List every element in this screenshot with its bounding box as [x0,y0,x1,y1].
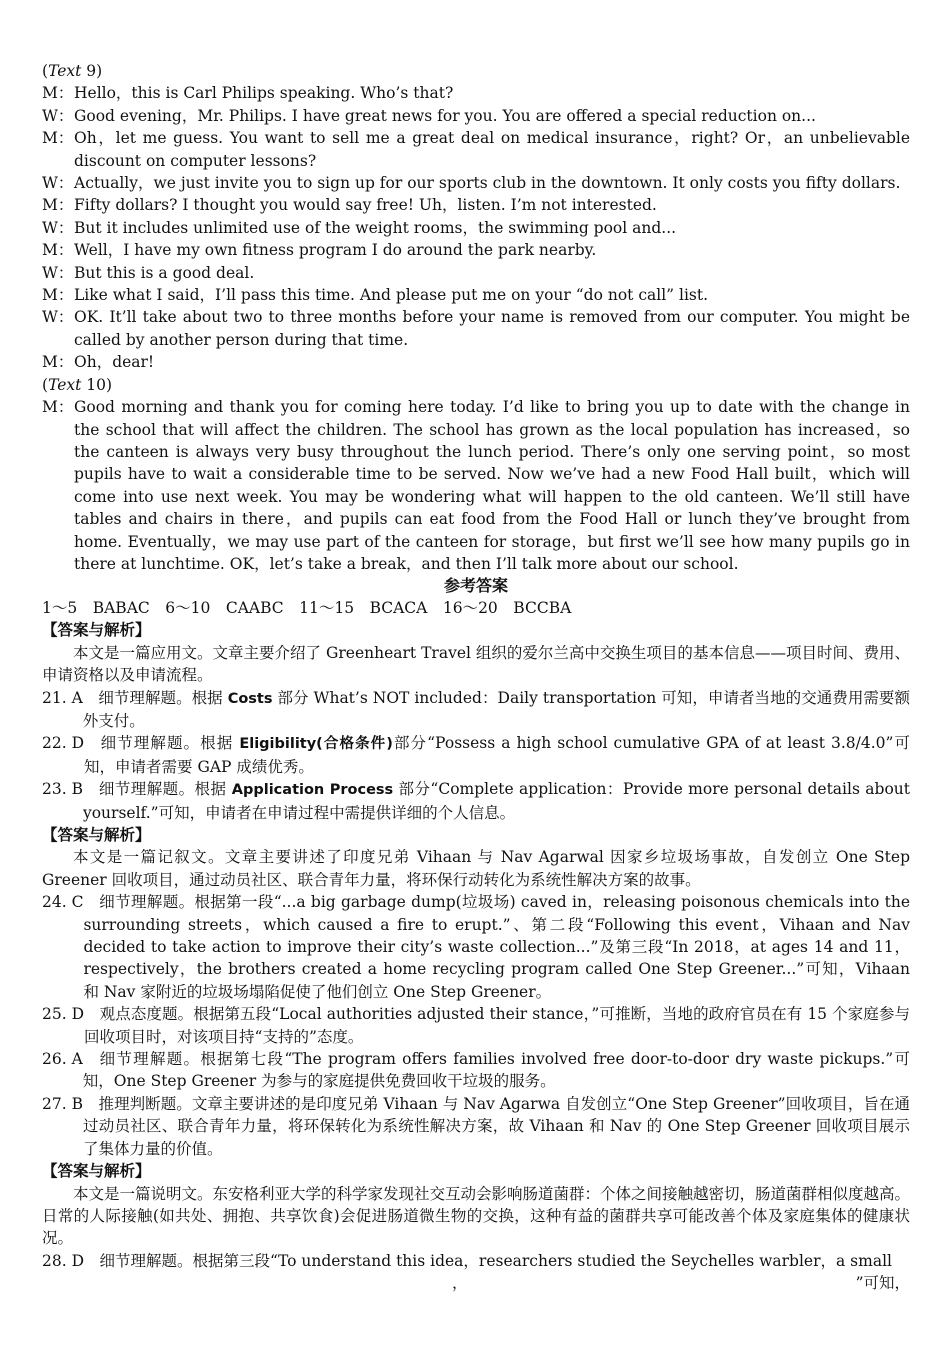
question-number: 22. D [42,734,85,753]
text10-monologue [42,396,910,575]
explanation-text: 根据第一段“...a big garbage dump(垃圾场) caved in，releasing poisonous chemicals into the surrounding streets，which caused a fire to erupt.”、第二段“Following this event，Vihaan and Nav decided to take action to improve their city’s waste collection...”及第三段“In 2018，at ages 14 and 11，respectively，the brothers created a home recycling program called One Step Greener...”可知，Vihaan 和 Nav 家附近的垃圾场塌陷促使了他们创立 One Step Greener。 [83,893,910,1001]
analysis-header: 【答案与解析】 [42,825,151,844]
question-type: 细节理解题。根据 [82,688,228,707]
speech-text: Good morning and thank you for coming here today. I’d like to bring you up to date with the change in the school that will affect the children. The school has grown as the local population has increased，so the canteen is always very busy throughout the lunch period. There’s only one serving point，so most pupils have to wait a considerable time to be served. Now we’ve had a new Food Hall built，which will come into use next week. You may be wondering what will happen to the old canteen. We’ll still have tables and chairs in there，and pupils can eat food from the Food Hall or lunch they’ve brought from home. Eventually，we may use part of the canteen for storage，but first we’ll see how many pupils go in there at lunchtime. OK，let’s take a break，and then I’ll talk more about our school. [74,398,910,573]
speaker-label: M： [42,129,74,148]
explanation [83,1048,910,1093]
passage-summary: 本文是一篇应用文。文章主要介绍了 Greenheart Travel 组织的爱尔兰高中交换生项目的基本信息——项目时间、费用、申请资格以及申请流程。 [42,643,910,685]
truncated-tail [42,1272,910,1294]
question-type: 细节理解题。 [84,1251,193,1270]
section-reference: Costs [227,690,273,707]
question-number: 27. B [42,1094,83,1113]
explanation-text: 部分 What’s NOT included：Daily transportation 可知，申请者当地的交通费用需要额外支付。 [82,688,910,730]
dialogue-line [42,262,910,284]
dialogue-line [42,306,910,351]
answer-keys: 1～5 BABAC 6～10 CAABC 11～15 BCACA 16～20 BCCBA [42,599,572,618]
speech-text: Oh，let me guess. You want to sell me a great deal on medical insurance，right? Or，an unbelievable discount on computer lessons? [74,129,910,170]
speech-text: Good evening，Mr. Philips. I have great news for you. You are offered a special reduction on... [74,106,816,125]
speech-text: OK. It’ll take about two to three months before your name is removed from our computer. You might be called by another person during that time. [74,308,910,349]
answer-item [42,778,910,824]
dialogue-line [42,284,910,306]
question-type: 细节理解题。 [82,1050,201,1069]
section-reference: Eligibility(合格条件) [239,736,393,753]
speaker-label: M： [42,398,74,417]
dialogue-line [42,217,910,239]
explanation [84,732,910,778]
analysis-sections [42,619,910,1272]
explanation [83,1093,910,1160]
speaker-label: W： [42,263,74,282]
question-type: 推理判断题。 [82,1094,192,1113]
speaker-label: M： [42,286,74,305]
speaker-label: M： [42,84,74,103]
question-number: 23. B [42,780,83,799]
explanation [83,687,910,733]
explanation-text: 根据第七段“The program offers families involved free door-to-door dry waste pickups.”可知，One Step Greener 为参与的家庭提供免费回收干垃圾的服务。 [82,1050,910,1091]
question-number: 25. D [42,1005,85,1024]
speech-text: Like what I said，I’ll pass this time. And please put me on your “do not call” list. [74,286,709,305]
dialogue-line [42,351,910,373]
question-number: 26. A [42,1050,83,1069]
question-type: 细节理解题。根据 [82,780,232,799]
speaker-label: M： [42,196,74,215]
speaker-label: M： [42,241,74,260]
answer-item [42,1250,910,1272]
question-type: 观点态度题。 [84,1005,194,1024]
tail-end: ”可知， [855,1274,910,1293]
speech-text: Hello，this is Carl Philips speaking. Who’s that? [74,84,454,103]
explanation [84,1250,910,1272]
explanation-text: 部分“Complete application：Provide more personal details about yourself.”可知，申请者在申请过程中需提供详细的个人信息。 [82,780,910,822]
dialogue-line [42,194,910,216]
question-type: 细节理解题。 [83,893,195,912]
text9-dialogue [42,82,910,373]
answer-item [42,1093,910,1160]
speech-text: Oh，dear! [74,353,155,372]
answer-item [42,891,910,1003]
speaker-label: W： [42,174,74,193]
explanation-text: 根据第三段“To understand this idea，researchers studied the Seychelles warbler，a small [192,1251,892,1270]
document-page [42,60,910,1295]
dialogue-line [42,172,910,194]
explanation-text: 文章主要讲述的是印度兄弟 Vihaan 与 Nav Agarwa 自发创立“One Step Greener”回收项目，旨在通过动员社区、联合青年力量，将环保转化为系统性解决方案，故 Vihaan 和 Nav 的 One Step Greener 回收项目展示了集体力量的价值。 [82,1094,910,1158]
explanation [83,778,910,824]
dialogue-line [42,239,910,261]
answer-item [42,732,910,778]
speaker-label: W： [42,106,74,125]
speech-text: But this is a good deal. [74,263,255,282]
speech-text: Actually，we just invite you to sign up for our sports club in the downtown. It only costs you fifty dollars. [74,174,901,193]
answer-item [42,687,910,733]
explanation [83,891,910,1003]
question-number: 28. D [42,1251,85,1270]
answer-item [42,1048,910,1093]
explanation-text: 根据第五段“Local authorities adjusted their stance，”可推断，当地的政府官员在有 15 个家庭参与回收项目时，对该项目持“支持的”态度。 [84,1005,910,1046]
text10-label: (Text 10) [42,375,113,394]
speech-text: Fifty dollars? I thought you would say free! Uh，listen. I’m not interested. [74,196,657,215]
dialogue-line [42,82,910,104]
passage-summary: 本文是一篇记叙文。文章主要讲述了印度兄弟 Vihaan 与 Nav Agarwal 因家乡垃圾场事故，自发创立 One Step Greener 回收项目，通过动员社区、联合青年力量，将环保行动转化为系统性解决方案的故事。 [42,848,910,889]
speaker-label: W： [42,308,74,327]
passage-summary: 本文是一篇说明文。东安格利亚大学的科学家发现社交互动会影响肠道菌群：个体之间接触越密切，肠道菌群相似度越高。日常的人际接触(如共处、拥抱、共享饮食)会促进肠道微生物的交换，这种有益的菌群共享可能改善个体及家庭集体的健康状况。 [42,1184,911,1248]
question-type: 细节理解题。根据 [84,734,240,753]
speaker-label: W： [42,218,74,237]
question-number: 24. C [42,893,84,912]
tail-comma: ， [452,1274,468,1293]
dialogue-line [42,105,910,127]
dialogue-line [42,127,910,172]
section-reference: Application Process [231,782,394,799]
explanation [84,1003,910,1048]
speech-text: But it includes unlimited use of the weight rooms，the swimming pool and... [74,218,677,237]
answer-item [42,1003,910,1048]
speech-text: Well，I have my own fitness program I do around the park nearby. [74,241,597,260]
analysis-header: 【答案与解析】 [42,620,151,640]
analysis-header: 【答案与解析】 [42,1161,151,1181]
answers-title: 参考答案 [443,576,508,596]
speaker-label: M： [42,353,74,372]
explanation-text: 部分“Possess a high school cumulative GPA of at least 3.8/4.0”可知，申请者需要 GAP 成绩优秀。 [84,734,910,776]
question-number: 21. A [42,688,83,707]
text9-label: (Text 9) [42,62,103,80]
